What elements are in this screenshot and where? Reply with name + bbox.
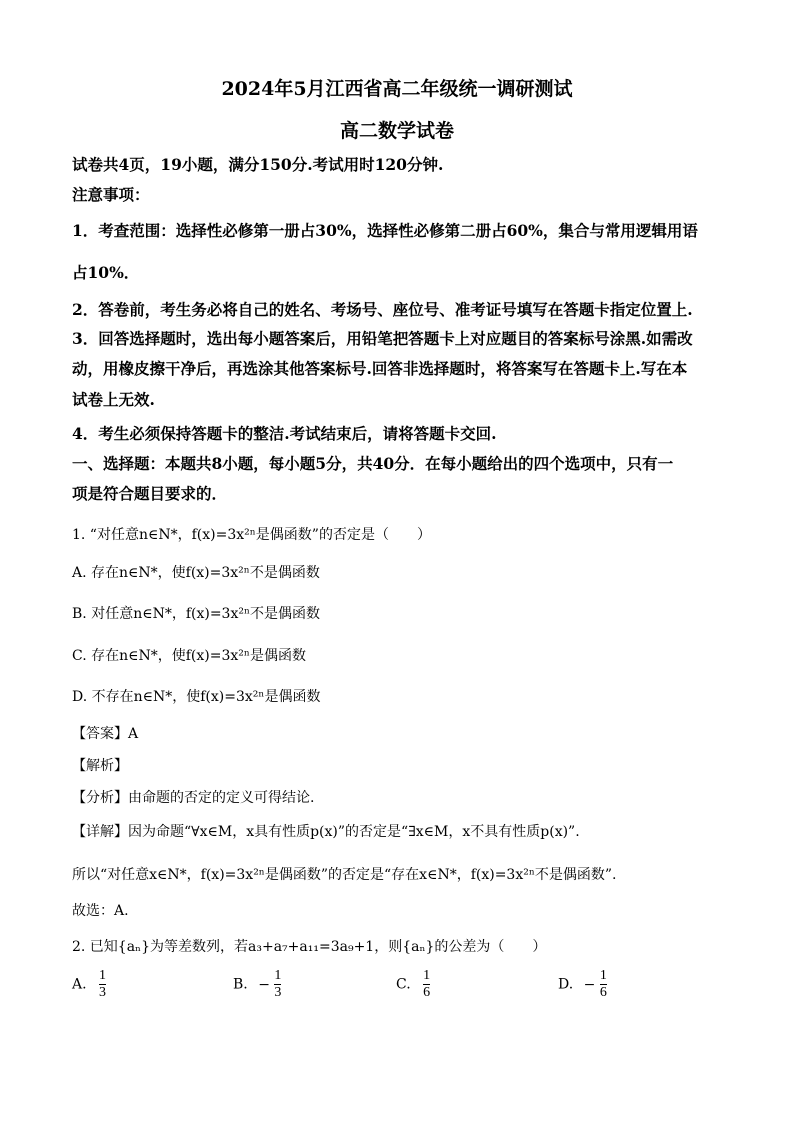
minus-sign: − [258,976,270,993]
question-2-option-c [396,968,430,1001]
numerator: 1 [99,968,107,983]
minus-sign: − [583,976,596,993]
fraction [274,968,281,1001]
denominator: 3 [274,985,282,1000]
fraction [600,968,607,1001]
question-1-option-a: A. 存在n∈N*，使f(x)=3x²ⁿ不是偶函数 [72,565,320,581]
note-1-line-1: 1．考查范围：选择性必修第一册占30%，选择性必修第二册占60%，集合与常用逻辑用语 [72,221,698,240]
option-label: C. [396,976,411,993]
note-3-line-3: 试卷上无效. [72,390,155,409]
denominator: 6 [423,985,431,1000]
exam-subtitle: 高二数学试卷 [339,120,454,142]
question-1-option-d: D. 不存在n∈N*，使f(x)=3x²ⁿ是偶函数 [72,689,321,705]
question-2-option-a [72,968,106,1001]
conclusion-line: 所以“对任意x∈N*，f(x)=3x²ⁿ是偶函数”的否定是“存在x∈N*，f(x)=3x²ⁿ不是偶函数”. [72,867,617,883]
numerator: 1 [599,968,607,983]
denominator: 6 [599,985,607,1000]
fenxi-line [72,787,724,807]
answer-value: A [128,726,139,742]
notes-heading: 注意事项： [72,185,150,204]
note-2: 2．答卷前，考生务必将自己的姓名、考场号、座位号、准考证号填写在答题卡指定位置上. [72,300,693,319]
question-1-option-b: B. 对任意n∈N*，f(x)=3x²ⁿ不是偶函数 [72,606,321,622]
question-2-stem: 2. 已知{aₙ}为等差数列，若a₃+a₇+a₁₁=3a₉+1，则{aₙ}的公差为（ ） [72,939,547,955]
analysis-tag: 【解析】 [72,758,128,774]
question-2-option-d [558,968,607,1001]
xiangjie-text: 因为命题“∀x∈M，x具有性质p(x)”的否定是“∃x∈M，x不具有性质p(x)”. [128,824,580,840]
section-heading-line-2: 项是符合题目要求的． [72,484,228,503]
choice-line: 故选：A. [72,903,129,919]
exam-info: 试卷共4页，19小题，满分150分.考试用时120分钟. [72,155,444,174]
answer-tag: 【答案】 [72,726,128,742]
numerator: 1 [274,968,282,983]
note-3-line-1: 3．回答选择题时，选出每小题答案后，用铅笔把答题卡上对应题目的答案标号涂黑.如需改 [72,329,693,348]
option-label: D. [558,976,574,993]
fraction [423,968,430,1001]
question-1-option-c: C. 存在n∈N*，使f(x)=3x²ⁿ是偶函数 [72,648,306,664]
question-1-stem: 1. “对任意n∈N*，f(x)=3x²ⁿ是偶函数”的否定是（ ） [72,527,431,543]
fraction [99,968,106,1001]
note-3-line-2: 动，用橡皮擦干净后，再选涂其他答案标号.回答非选择题时，将答案写在答题卡上.写在本 [72,359,688,378]
note-4: 4．考生必须保持答题卡的整洁.考试结束后，请将答题卡交回. [72,424,497,443]
xiangjie-tag: 【详解】 [72,824,128,840]
denominator: 3 [99,985,107,1000]
fenxi-tag: 【分析】 [72,790,128,806]
question-2-option-b [233,968,281,1001]
exam-title: 2024年5月江西省高二年级统一调研测试 [221,78,573,100]
numerator: 1 [423,968,431,983]
note-1-line-2: 占10%． [72,263,140,282]
answer-line [72,723,724,743]
xiangjie-line [72,821,724,841]
fenxi-text: 由命题的否定的定义可得结论. [128,790,315,806]
option-label: B. [233,976,248,993]
option-label: A. [72,976,87,993]
section-heading-line-1: 一、选择题：本题共8小题，每小题5分，共40分．在每小题给出的四个选项中，只有一 [72,454,674,473]
